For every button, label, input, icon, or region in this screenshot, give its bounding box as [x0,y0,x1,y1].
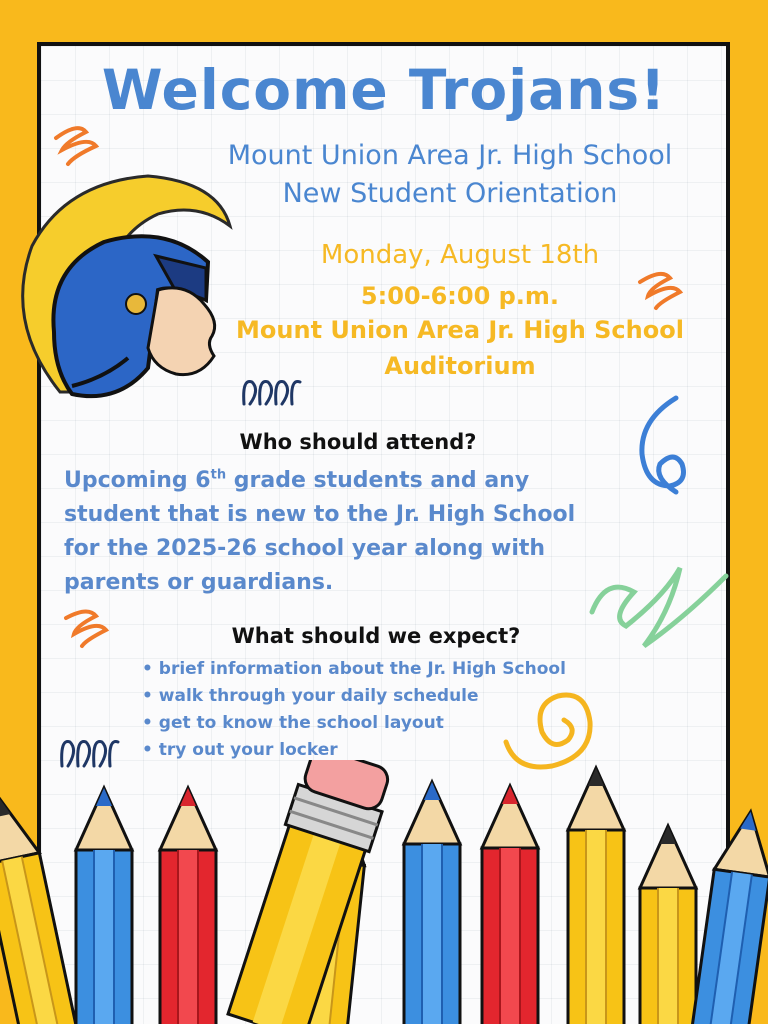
school-name: Mount Union Area Jr. High School [227,140,673,171]
event-name: New Student Orientation [282,178,618,209]
attend-heading: Who should attend? [239,430,477,454]
event-time: 5:00-6:00 p.m. [360,282,560,310]
flyer-title: Welcome Trojans! [101,58,667,122]
list-item: • walk through your daily schedule [142,683,642,710]
list-item: • brief information about the Jr. High School [142,656,642,683]
pencil-icon [160,788,216,1024]
list-item: • try out your locker [142,737,642,764]
orange-squiggle-icon [48,120,108,170]
pencil-icon [568,768,624,1024]
event-venue: Mount Union Area Jr. High School [236,316,684,344]
event-venue-room: Auditorium [384,352,536,380]
expect-heading: What should we expect? [231,624,521,648]
expect-list [142,656,642,764]
list-item: • get to know the school layout [142,710,642,737]
eraser-pencil-icon [224,760,395,1024]
pencil-icon [482,786,538,1024]
event-date: Monday, August 18th [320,240,600,270]
pencil-icon [640,826,696,1024]
attend-line: parents or guardians. [64,570,334,595]
orange-squiggle-icon [60,604,120,652]
pencil-icon [76,788,132,1024]
attend-description [64,464,654,600]
pencil-icon [404,782,460,1024]
pencils-border [0,760,768,1024]
pencil-icon [0,792,83,1024]
attend-line: for the 2025-26 school year along with [64,536,546,561]
attend-line: Upcoming 6th grade students and any [64,467,530,493]
attend-line: student that is new to the Jr. High School [64,502,576,527]
